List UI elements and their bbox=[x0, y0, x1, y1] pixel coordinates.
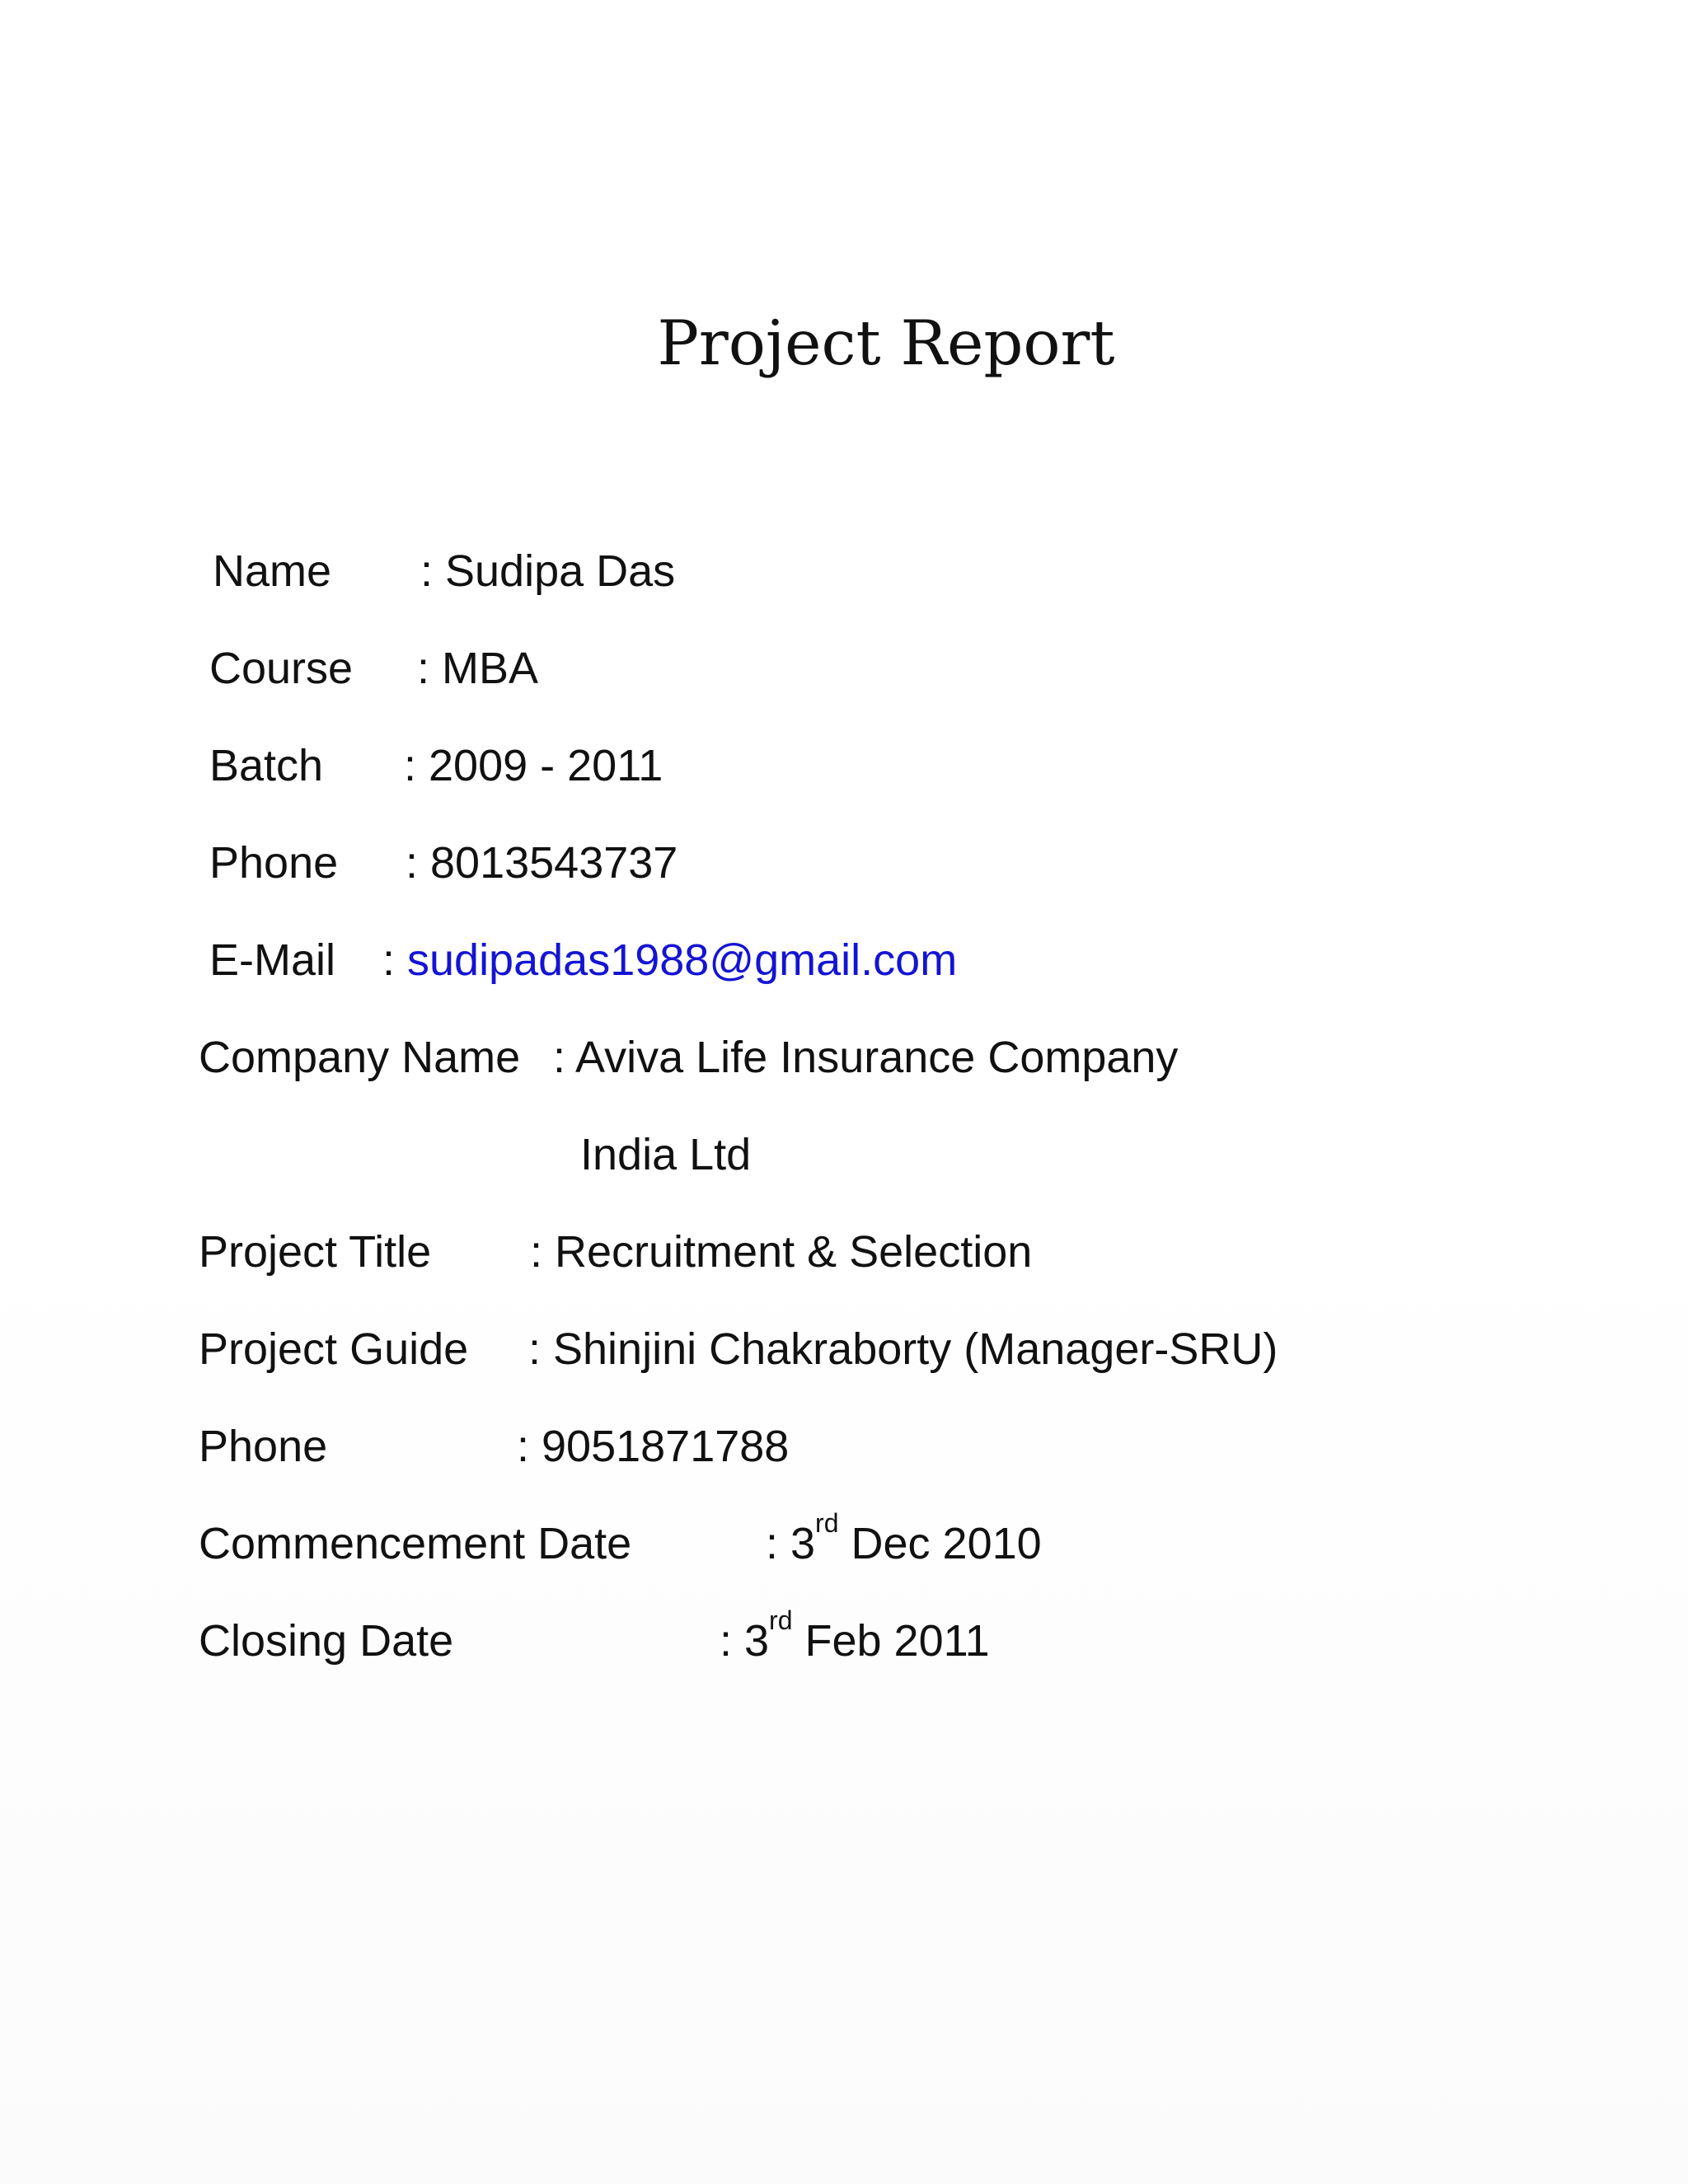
email-label: E-Mail bbox=[209, 935, 336, 985]
email-link[interactable]: sudipadas1988@gmail.com bbox=[407, 935, 958, 985]
name-label: Name bbox=[213, 546, 332, 596]
phone-value: : 8013543737 bbox=[406, 838, 678, 888]
project-guide-label: Project Guide bbox=[199, 1324, 469, 1374]
commencement-value bbox=[766, 1508, 1042, 1571]
closing-ordinal: rd bbox=[769, 1605, 793, 1635]
course-label: Course bbox=[209, 644, 354, 693]
commencement-ordinal: rd bbox=[815, 1508, 839, 1538]
closing-label: Closing Date bbox=[199, 1616, 454, 1666]
commencement-day: : 3 bbox=[766, 1519, 816, 1568]
guide-phone-value: : 9051871788 bbox=[517, 1422, 790, 1471]
company-value: : Aviva Life Insurance Company bbox=[553, 1033, 1179, 1082]
company-label: Company Name bbox=[199, 1033, 521, 1082]
commencement-month-year: Dec 2010 bbox=[838, 1519, 1042, 1568]
batch-label: Batch bbox=[209, 741, 324, 790]
phone-label: Phone bbox=[209, 838, 339, 888]
name-value: : Sudipa Das bbox=[420, 546, 676, 596]
project-guide-value: : Shinjini Chakraborty (Manager-SRU) bbox=[528, 1324, 1278, 1374]
course-value: : MBA bbox=[417, 644, 539, 693]
closing-day: : 3 bbox=[720, 1616, 770, 1666]
email-colon: : bbox=[382, 935, 396, 985]
batch-value: : 2009 - 2011 bbox=[404, 741, 663, 790]
page-title: Project Report bbox=[657, 307, 1115, 379]
closing-value bbox=[720, 1605, 990, 1668]
company-value-line2: India Ltd bbox=[580, 1130, 752, 1179]
commencement-label: Commencement Date bbox=[199, 1519, 632, 1568]
guide-phone-label: Phone bbox=[199, 1422, 328, 1471]
project-title-label: Project Title bbox=[199, 1227, 432, 1277]
project-title-value: : Recruitment & Selection bbox=[530, 1227, 1033, 1277]
closing-month-year: Feb 2011 bbox=[792, 1616, 990, 1666]
